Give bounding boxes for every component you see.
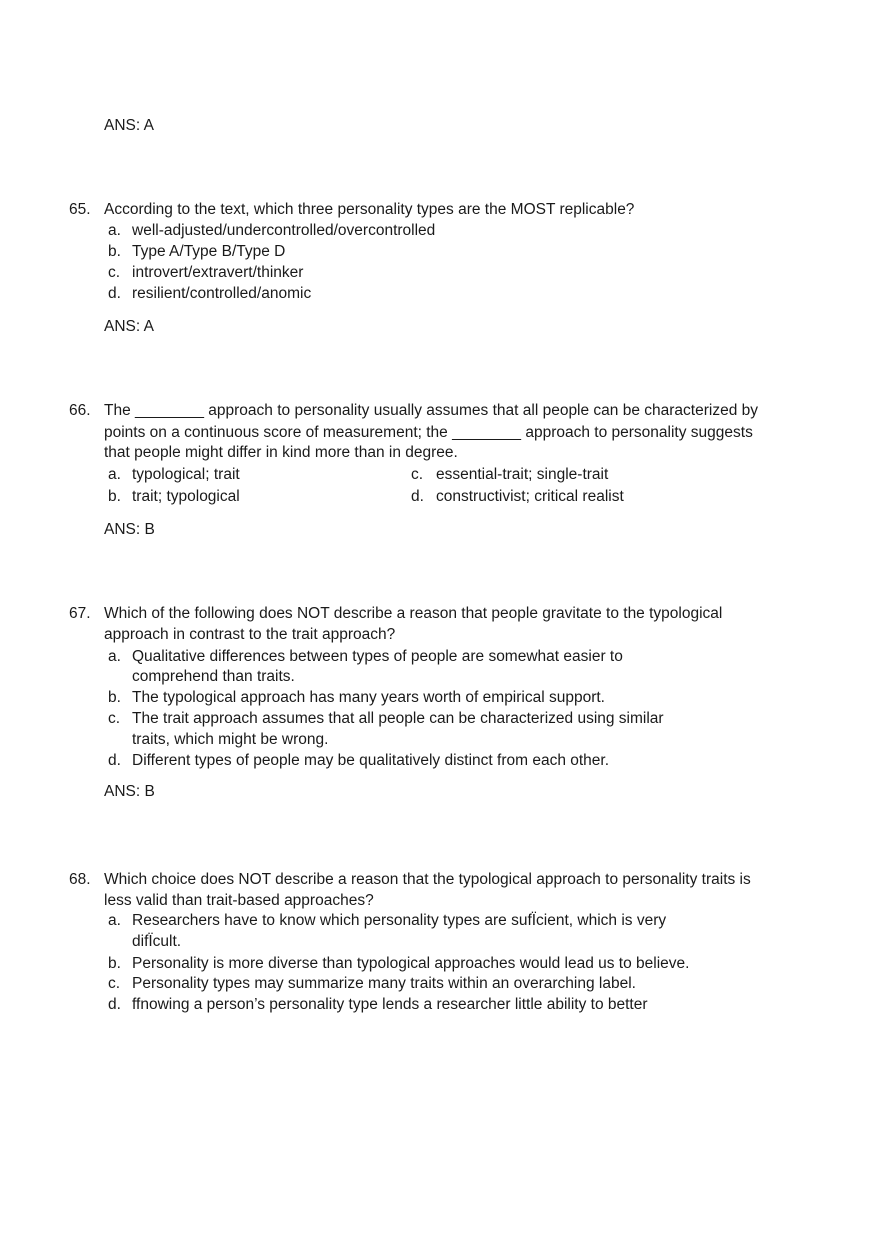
option-letter: a.: [108, 466, 121, 483]
option-letter: a.: [108, 222, 121, 239]
option-text: comprehend than traits.: [132, 668, 295, 685]
answer-text: ANS: A: [104, 318, 154, 335]
answer-text: ANS: B: [104, 783, 155, 800]
option-letter: d.: [108, 996, 121, 1013]
option-letter: b.: [108, 689, 121, 706]
option-text: Researchers have to know which personality types are sufÏcient, which is very: [132, 912, 667, 929]
option-text: The trait approach assumes that all people can be characterized using similar: [132, 710, 664, 727]
question-number: 65.: [69, 201, 91, 218]
option-letter: a.: [108, 648, 121, 665]
question-text: Which choice does NOT describe a reason that the typological approach to personality traits is: [104, 871, 751, 888]
question-text: approach in contrast to the trait approach?: [104, 626, 396, 643]
option-text: Type A/Type B/Type D: [132, 243, 286, 260]
question-number: 66.: [69, 402, 91, 419]
option-text: trait; typological: [132, 488, 240, 505]
option-letter: b.: [108, 243, 121, 260]
question-text: that people might differ in kind more than in degree.: [104, 444, 458, 461]
option-letter: c.: [108, 264, 121, 281]
question-text: less valid than trait-based approaches?: [104, 892, 374, 909]
option-text: essential-trait; single-trait: [436, 466, 609, 483]
option-letter: d.: [108, 752, 121, 769]
option-text: typological; trait: [132, 466, 240, 483]
answer-text: ANS: B: [104, 521, 155, 538]
question-text: The ________ approach to personality usually assumes that all people can be characterized by: [104, 402, 758, 419]
option-text: Qualitative differences between types of people are somewhat easier to: [132, 648, 623, 665]
question-number: 67.: [69, 605, 91, 622]
option-letter: c.: [411, 466, 424, 483]
option-text: resilient/controlled/anomic: [132, 285, 312, 302]
question-text: Which of the following does NOT describe a reason that people gravitate to the typological: [104, 605, 723, 622]
option-letter: d.: [108, 285, 121, 302]
option-letter: c.: [108, 710, 121, 727]
option-text: introvert/extravert/thinker: [132, 264, 304, 281]
question-text: points on a continuous score of measurement; the ________ approach to personality suggests: [104, 424, 753, 441]
option-letter: b.: [108, 488, 121, 505]
option-text: difÏcult.: [132, 933, 182, 950]
option-text: constructivist; critical realist: [436, 488, 624, 505]
option-text: The typological approach has many years worth of empirical support.: [132, 689, 605, 706]
option-text: Different types of people may be qualitatively distinct from each other.: [132, 752, 610, 769]
option-letter: a.: [108, 912, 121, 929]
option-text: Personality is more diverse than typological approaches would lead us to believe.: [132, 955, 690, 972]
option-text: traits, which might be wrong.: [132, 731, 329, 748]
option-text: well-adjusted/undercontrolled/overcontrolled: [132, 222, 436, 239]
option-letter: d.: [411, 488, 424, 505]
question-number: 68.: [69, 871, 91, 888]
option-text: ffnowing a person’s personality type lends a researcher little ability to better: [132, 996, 648, 1013]
option-text: Personality types may summarize many traits within an overarching label.: [132, 975, 636, 992]
answer-text: ANS: A: [104, 117, 154, 134]
option-letter: b.: [108, 955, 121, 972]
option-letter: c.: [108, 975, 121, 992]
question-text: According to the text, which three personality types are the MOST replicable?: [104, 201, 635, 218]
